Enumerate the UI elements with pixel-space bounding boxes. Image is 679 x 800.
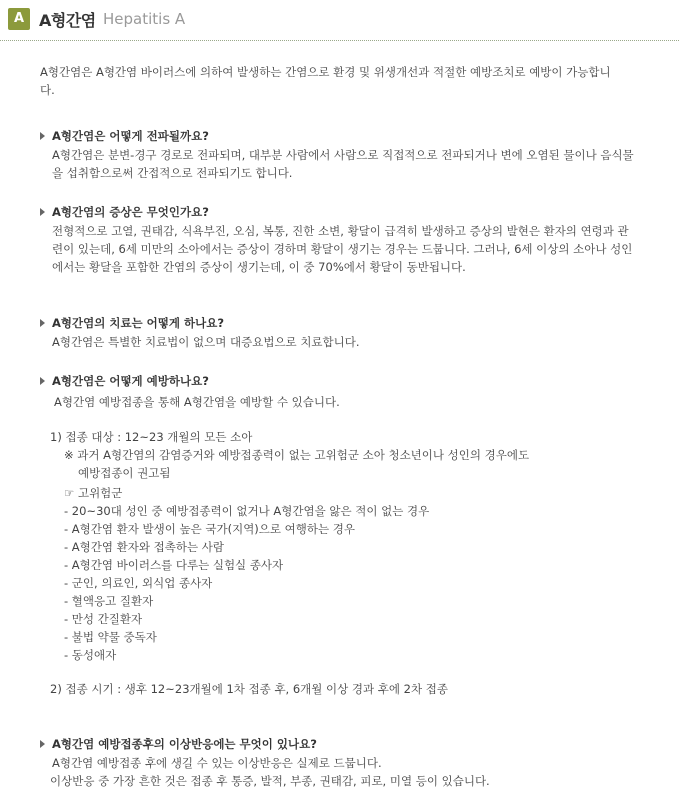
faq-answer: A형간염은 분변-경구 경로로 전파되며, 대부분 사람에서 사람으로 직접적으로 전파되거나 변에 오염된 물이나 음식물을 섭취함으로써 간접적으로 전파되기도 합니다. [52, 148, 634, 180]
risk-group-item: - A형간염 환자 발생이 높은 국가(지역)으로 여행하는 경우 [64, 522, 355, 536]
vaccination-details [50, 428, 650, 698]
risk-group-item: - A형간염 환자와 접촉하는 사람 [64, 540, 224, 554]
faq-treatment [38, 314, 638, 351]
faq-question: A형간염의 증상은 무엇인가요? [38, 203, 638, 221]
intro-paragraph: A형간염은 A형간염 바이러스에 의하여 발생하는 간염으로 환경 및 위생개선과 적절한 예방조치로 예방이 가능합니다. [40, 65, 611, 97]
vaccination-target: 1) 접종 대상 : 12~23 개월의 모든 소아 [50, 430, 253, 444]
faq-adverse-reactions [38, 735, 638, 790]
faq-answer: A형간염 예방접종을 통해 A형간염을 예방할 수 있습니다. [54, 395, 340, 409]
risk-group-item: - 군인, 의료인, 외식업 종사자 [64, 576, 213, 590]
faq-answer: 전형적으로 고열, 권태감, 식욕부진, 오심, 복통, 진한 소변, 황달이 급격히 발생하고 증상의 발현은 환자의 연령과 관련이 있는데, 6세 미만의 소아에서는 증상이 경하며 황달이 생기는 경우는 드뭅니다. 그러나, 6세 이상의 소아나 성인에서는 황달을 포함한 간염의 증상이 생기는데, 이 중 70%에서 황달이 동반됩니다. [52, 224, 633, 274]
faq-question: A형간염은 어떻게 예방하나요? [38, 372, 638, 390]
page-subtitle: Hepatitis A [103, 10, 186, 28]
faq-prevention [38, 372, 638, 411]
risk-group-item: - 혈액응고 질환자 [64, 594, 154, 608]
risk-group-item: - 20~30대 성인 중 예방접종력이 없거나 A형간염을 앓은 적이 없는 경우 [64, 504, 430, 518]
bullet-arrow-icon [40, 377, 45, 385]
bullet-arrow-icon [40, 208, 45, 216]
risk-group-item: - 불법 약물 중독자 [64, 630, 157, 644]
risk-group-title: ☞ 고위험군 [64, 486, 123, 500]
risk-group-item: - 만성 간질환자 [64, 612, 143, 626]
vaccination-note-continued: 예방접종이 권고됨 [78, 466, 171, 480]
risk-group-item: - A형간염 바이러스를 다루는 실험실 종사자 [64, 558, 284, 572]
faq-question: A형간염의 치료는 어떻게 하나요? [38, 314, 638, 332]
letter-a-icon: A [8, 8, 30, 30]
bullet-arrow-icon [40, 132, 45, 140]
faq-transmission [38, 127, 638, 182]
faq-answer: A형간염 예방접종 후에 생길 수 있는 이상반응은 실제로 드뭅니다. 이상반응 중 가장 흔한 것은 접종 후 통증, 발적, 부종, 권태감, 피로, 미열 등이 있습니다. [50, 756, 490, 788]
vaccination-note: ※ 과거 A형간염의 감염증거와 예방접종력이 없는 고위험군 소아 청소년이나 성인의 경우에도 [64, 448, 530, 462]
faq-question: A형간염 예방접종후의 이상반응에는 무엇이 있나요? [38, 735, 638, 753]
bullet-arrow-icon [40, 319, 45, 327]
vaccination-timing: 2) 접종 시기 : 생후 12~23개월에 1차 접종 후, 6개월 이상 경과 후에 2차 접종 [50, 682, 448, 696]
risk-group-item: - 동성애자 [64, 648, 117, 662]
faq-question: A형간염은 어떻게 전파될까요? [38, 127, 638, 145]
bullet-arrow-icon [40, 740, 45, 748]
page-header [0, 0, 679, 41]
page-title: A형간염 [39, 11, 96, 30]
faq-symptoms [38, 203, 638, 276]
faq-answer: A형간염은 특별한 치료법이 없으며 대증요법으로 치료합니다. [52, 335, 360, 349]
